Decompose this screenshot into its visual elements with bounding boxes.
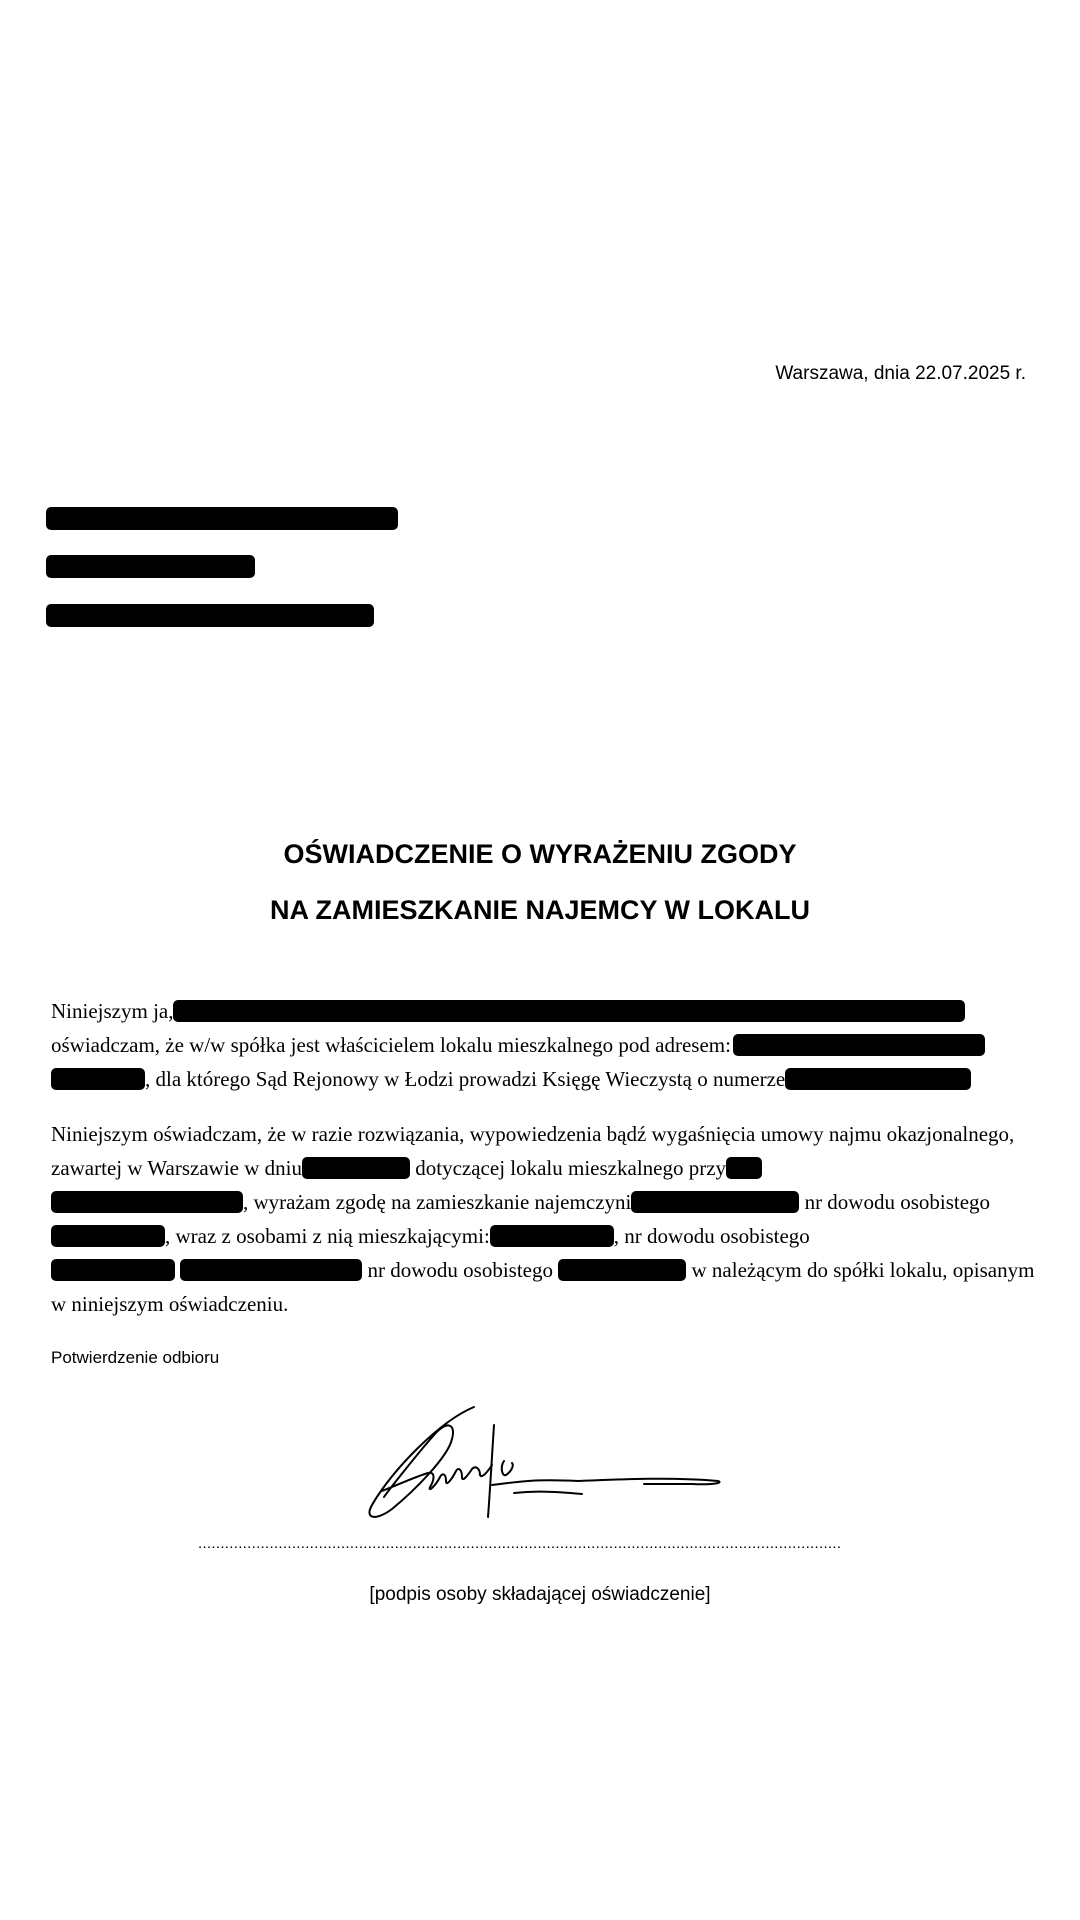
redacted-property-street-1 — [726, 1157, 762, 1179]
redacted-property-address-2 — [51, 1068, 145, 1090]
p2-text-5: , wraz z osobami z nią mieszkającymi: — [165, 1224, 490, 1248]
paragraph-consent — [51, 1117, 1041, 1321]
redacted-land-register-number — [785, 1068, 971, 1090]
paragraph-ownership — [51, 994, 1041, 1096]
p2-text-6: , nr dowodu osobistego — [613, 1224, 810, 1248]
receipt-confirmation-label: Potwierdzenie odbioru — [51, 1348, 220, 1367]
redacted-contract-date — [302, 1157, 410, 1179]
document-title — [0, 826, 1080, 938]
redacted-cohabitant-2-name — [180, 1259, 362, 1281]
p1-text-3: , dla którego Sąd Rejonowy w Łodzi prowadzi Księgę Wieczystą o numerze — [145, 1067, 786, 1091]
p1-text-2: oświadczam, że w/w spółka jest właścicielem lokalu mieszkalnego pod adresem: — [51, 1033, 731, 1057]
redacted-cohabitant-2-id-number — [558, 1259, 686, 1281]
title-line-2: NA ZAMIESZKANIE NAJEMCY W LOKALU — [270, 895, 810, 925]
redacted-tenant-name — [631, 1191, 799, 1213]
redacted-tenant-id-number — [51, 1225, 165, 1247]
redacted-company-name — [173, 1000, 965, 1022]
p2-text-3: , wyrażam zgodę na zamieszkanie najemczyni — [243, 1190, 632, 1214]
redacted-address-line-3 — [46, 604, 374, 627]
p2-text-7: nr dowodu osobistego — [362, 1258, 559, 1282]
redacted-address-line-1 — [46, 507, 398, 530]
redacted-address-line-2 — [46, 555, 255, 578]
signature-line: ................................................................................................................................................ — [198, 1535, 842, 1552]
redacted-cohabitant-1-name — [490, 1225, 614, 1247]
redacted-property-street-2 — [51, 1191, 243, 1213]
p2-text-4: nr dowodu osobistego — [799, 1190, 991, 1214]
handwritten-signature — [362, 1395, 722, 1520]
p2-text-8: w należącym do spółki lokalu, opisanym w niniejszym oświadczeniu. — [51, 1258, 1035, 1316]
document-date: Warszawa, dnia 22.07.2025 r. — [775, 363, 1026, 384]
p2-text-1: Niniejszym oświadczam, że w razie rozwiązania, wypowiedzenia bądź wygaśnięcia umowy najmu okazjonalnego, zawartej w Warszawie w dniu — [51, 1122, 1015, 1180]
p1-text-1: Niniejszym ja, — [51, 999, 174, 1023]
title-line-1: OŚWIADCZENIE O WYRAŻENIU ZGODY — [283, 839, 797, 869]
p2-text-2: dotyczącej lokalu mieszkalnego przy — [410, 1156, 727, 1180]
redacted-cohabitant-1-id-number — [51, 1259, 175, 1281]
signature-caption: [podpis osoby składającej oświadczenie] — [369, 1584, 711, 1605]
redacted-property-address-1 — [733, 1034, 985, 1056]
